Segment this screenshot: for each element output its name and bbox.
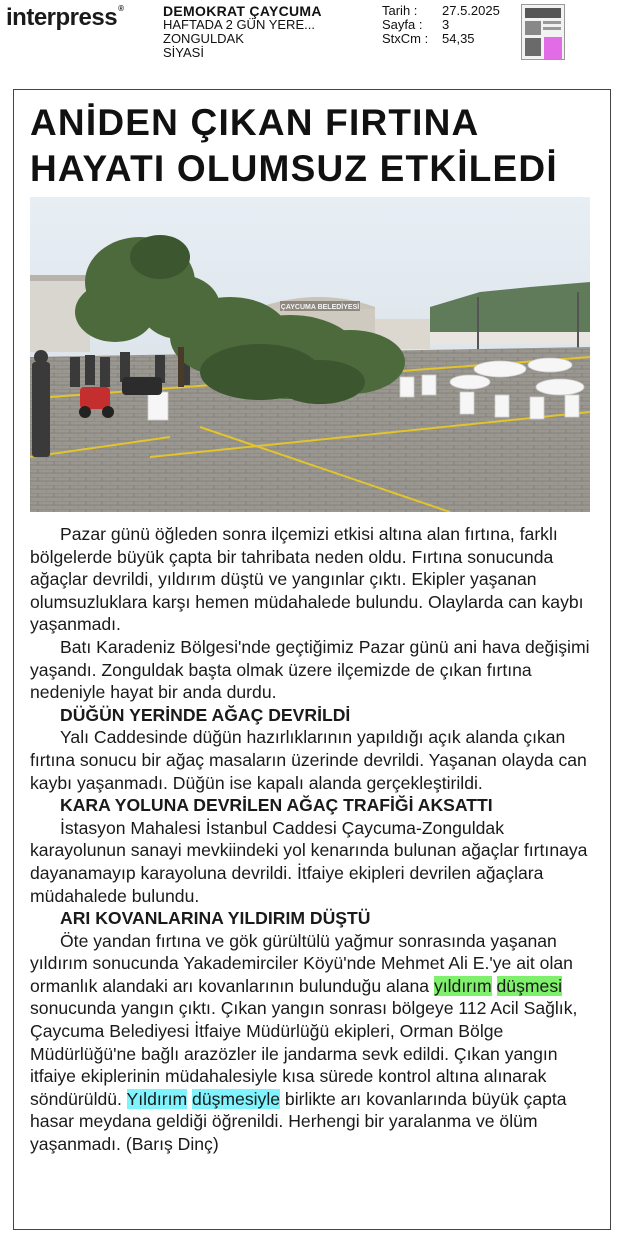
page-thumbnail[interactable] [521,4,565,60]
highlight-keyword: düşmesiyle [192,1088,281,1109]
meta-row-stxcm: StxCm : 54,35 [382,31,475,46]
subheading-highway: KARA YOLUNA DEVRİLEN AĞAÇ TRAFİĞİ AKSATTI [60,795,493,816]
paragraph-wedding: Yalı Caddesinde düğün hazırlıklarının yapıldığı açık alanda çıkan fırtına sonucu bir ağaç masaların üzerinde devrildi. Yaşanan olayda can kaybı yaşanmadı. Düğün ise kapalı alanda gerçekleştirildi. [30,727,587,793]
paragraph-beehives: Öte yandan fırtına ve gök gürültülü yağmur sonrasında yaşanan yıldırım sonucunda Yakademirciler Köyü'nde Mehmet Ali E.'ye ait olan ormanlık alandaki arı kovanlarının bulunduğu alana yıldırım düşmesi sonucunda yangın çıktı. Çıkan yangın sonrası bölgeye 112 Acil Sağlık, Çaycuma Belediyesi İtfaiye Müdürlüğü ekipleri, Orman Bölge Müdürlüğü'ne bağlı arazözler ile jandarma sevk edildi. Çıkan yangın itfaiye ekiplerinin müdahalesiyle kısa sürede kontrol altına alınarak söndürüldü. Yıldırım düşmesiyle birlikte arı kovanlarında büyük çapta hasar meydana geldiği öğrenildi. Herhengi bir yaralanma ve ölüm yaşanmadı. (Barış Dinç) [30,930,578,1155]
publication-region: ZONGULDAK [163,31,244,46]
article-headline [30,100,600,192]
article-body [30,523,590,1156]
building-sign: ÇAYCUMA BELEDİYESİ [280,304,360,311]
interpress-logo: interpress® [6,4,124,31]
fallen-tree-photo [30,197,590,512]
highlight-keyword: yıldırım [433,975,492,996]
paragraph-highway: İstasyon Mahalesi İstanbul Caddesi Çaycuma-Zonguldak karayolunun sanayi mevkiindeki yol kenarında bulunan ağaçlar fırtınaya dayanamayıp karayoluna devrildi. İtfaiye ekipleri devrilen ağaçlara müdahalede bulundu. [30,817,588,906]
publication-name: DEMOKRAT ÇAYCUMA [163,3,322,19]
headline-line-2: HAYATI OLUMSUZ ETKİLEDİ [30,148,558,189]
clipping-meta [382,4,500,46]
highlight-keyword: düşmesi [496,975,563,996]
publication-info [163,4,363,60]
logo-text: interpress [6,4,118,31]
paragraph-weather: Batı Karadeniz Bölgesi'nde geçtiğimiz Pazar günü ani hava değişimi yaşandı. Zonguldak başta olmak üzere ilçemizde de çıkan fırtına nedeniyle hayat bir anda durdu. [30,636,590,703]
subheading-wedding: DÜĞÜN YERİNDE AĞAÇ DEVRİLDİ [60,704,351,725]
meta-row-page: Sayfa : 3 [382,17,450,32]
publication-frequency: HAFTADA 2 GÜN YERE... [163,17,315,32]
subheading-beehives: ARI KOVANLARINA YILDIRIM DÜŞTÜ [60,908,371,929]
headline-line-1: ANİDEN ÇIKAN FIRTINA [30,102,480,143]
publication-category: SİYASİ [163,45,204,60]
paragraph-intro: Pazar günü öğleden sonra ilçemizi etkisi altına alan fırtına, farklı bölgelerde büyük çapta bir tahribata neden oldu. Fırtına sonucunda ağaçlar devrildi, yıldırım düştü ve yangınlar çıktı. Ekipler yaşanan olumsuzluklara karşı hemen müdahalede bulundu. Olaylarda can kaybı yaşanmadı. [30,524,584,635]
article-photo [30,197,590,512]
meta-row-date: Tarih : 27.5.2025 [382,3,500,18]
highlight-keyword: Yıldırım [126,1088,188,1109]
